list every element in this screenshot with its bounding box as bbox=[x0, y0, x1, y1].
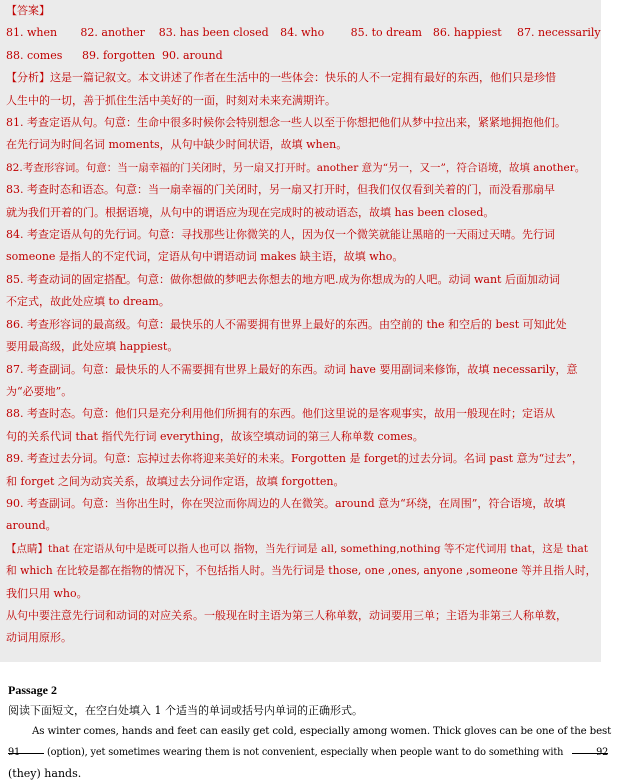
blank-92[interactable]: 92 bbox=[572, 742, 608, 754]
analysis-line: 从句中要注意先行词和动词的对应关系。一般现在时主语为第三人称单数，动词要用三单；主语为非第三人称单数， bbox=[6, 608, 567, 622]
answer-87: 87. necessarily bbox=[517, 26, 601, 40]
analysis-block bbox=[6, 67, 597, 650]
analysis-line: 人生中的一切，善于抓住生活中美好的一面，时刻对未来充满期许。 bbox=[6, 93, 336, 107]
analysis-line: 不定式，故此处应填 to dream。 bbox=[6, 295, 170, 309]
analysis-line: 85. 考查动词的固定搭配。句意：做你想做的梦吧去你想去的地方吧.成为你想成为的人吧。动词 want 后面加动词 bbox=[6, 272, 560, 286]
analysis-line: around。 bbox=[6, 519, 57, 533]
passage-2 bbox=[0, 680, 619, 784]
answer-header: 【答案】 bbox=[6, 4, 50, 17]
answer-81: 81. when bbox=[6, 26, 58, 40]
analysis-line: 90. 考查副词。句意：当你出生时，你在哭泣而你周边的人在微笑。around 意为“环绕，在周围”，符合语境，故填 bbox=[6, 496, 566, 510]
analysis-line: 84. 考查定语从句的先行词。句意：寻找那些让你微笑的人，因为仅一个微笑就能让黑暗的一天雨过天晴。先行词 bbox=[6, 228, 555, 242]
answer-90: 90. around bbox=[162, 48, 223, 62]
passage-title: Passage 2 bbox=[8, 683, 57, 697]
answer-84: 84. who bbox=[280, 26, 325, 40]
analysis-line: 89. 考查过去分词。句意：忘掉过去你将迎来美好的未来。Forgotten 是 forget的过去分词。名词 past 意为“过去”， bbox=[6, 452, 583, 466]
answer-86: 86. happiest bbox=[432, 26, 502, 40]
passage-line-2 bbox=[0, 742, 619, 763]
analysis-line: 句的关系代词 that 指代先行词 everything，故该空填动词的第三人称单数 comes。 bbox=[6, 429, 424, 443]
analysis-line: 要用最高级，此处应填 happiest。 bbox=[6, 340, 179, 354]
analysis-line: 动词用原形。 bbox=[6, 631, 72, 645]
analysis-line: 为“必要地”。 bbox=[6, 384, 73, 398]
passage-line-1: As winter comes, hands and feet can easily get cold, especially among women. Thick gloves can be one of the best bbox=[32, 725, 612, 737]
analysis-line: 在先行词为时间名词 moments，从句中缺少时间状语，故填 when。 bbox=[6, 138, 348, 152]
analysis-line: 83. 考查时态和语态。句意：当一扇幸福的门关闭时，另一扇又打开时，但我们仅仅看到关着的门，而没看那扇早 bbox=[6, 183, 555, 197]
answer-88: 88. comes bbox=[6, 48, 63, 62]
analysis-line: 88. 考查时态。句意：他们只是充分利用他们所拥有的东西。他们这里说的是客观事实，故用一般现在时；定语从 bbox=[6, 407, 555, 421]
analysis-line: someone 是指人的不定代词，定语从句中谓语动词 makes 缺主语，故填 who。 bbox=[6, 250, 404, 264]
analysis-line: 就为我们开着的门。根据语境，从句中的谓语应为现在完成时的被动语态，故填 has been closed。 bbox=[6, 205, 495, 219]
answer-85: 85. to dream bbox=[350, 26, 422, 40]
passage-line-2-text: (option), yet sometimes wearing them is not convenient, especially when people want to do something with bbox=[46, 747, 564, 758]
blank-91[interactable]: 91 bbox=[8, 742, 44, 754]
analysis-line: 87. 考查副词。句意：最快乐的人不需要拥有世界上最好的东西。动词 have 要用副词来修饰，故填 necessarily，意 bbox=[6, 362, 578, 376]
answer-89: 89. forgotten bbox=[82, 48, 156, 62]
analysis-line: 【分析】这是一篇记叙文。本文讲述了作者在生活中的一些体会：快乐的人不一定拥有最好的东西，他们只是珍惜 bbox=[6, 71, 556, 85]
analysis-line: 86. 考查形容词的最高级。句意：最快乐的人不需要拥有世界上最好的东西。由空前的 the 和空后的 best 可知此处 bbox=[6, 317, 567, 331]
answer-82: 82. another bbox=[80, 26, 145, 40]
answer-83: 83. has been closed bbox=[158, 26, 269, 40]
answers-row-2 bbox=[6, 45, 597, 67]
analysis-line: 和 forget 之间为动宾关系，故填过去分词作定语，故填 forgotten。 bbox=[6, 474, 345, 488]
answers-row-1 bbox=[6, 22, 601, 44]
analysis-line: 81. 考查定语从句。句意：生命中很多时候你会特别想念一些人以至于你想把他们从梦中拉出来，紧紧地拥抱他们。 bbox=[6, 116, 566, 130]
analysis-line: 【点睛】that 在定语从句中是既可以指人也可以 指物，当先行词是 all, something,nothing 等不定代词用 that，这是 that bbox=[6, 542, 589, 555]
analysis-line: 和 which 在比较是都在指物的情况下，不包括指人时。当先行词是 those, one ,ones, anyone ,someone 等并且指人时， bbox=[6, 564, 597, 578]
passage-instruction: 阅读下面短文，在空白处填入 1 个适当的单词或括号内单词的正确形式。 bbox=[8, 704, 363, 717]
analysis-line: 我们只用 who。 bbox=[6, 586, 88, 600]
analysis-line: 82.考查形容词。句意：当一扇幸福的门关闭时，另一扇又打开时。another 意为“另一，又一”，符合语境，故填 another。 bbox=[6, 161, 586, 174]
passage-line-3: (they) hands. bbox=[8, 767, 82, 780]
